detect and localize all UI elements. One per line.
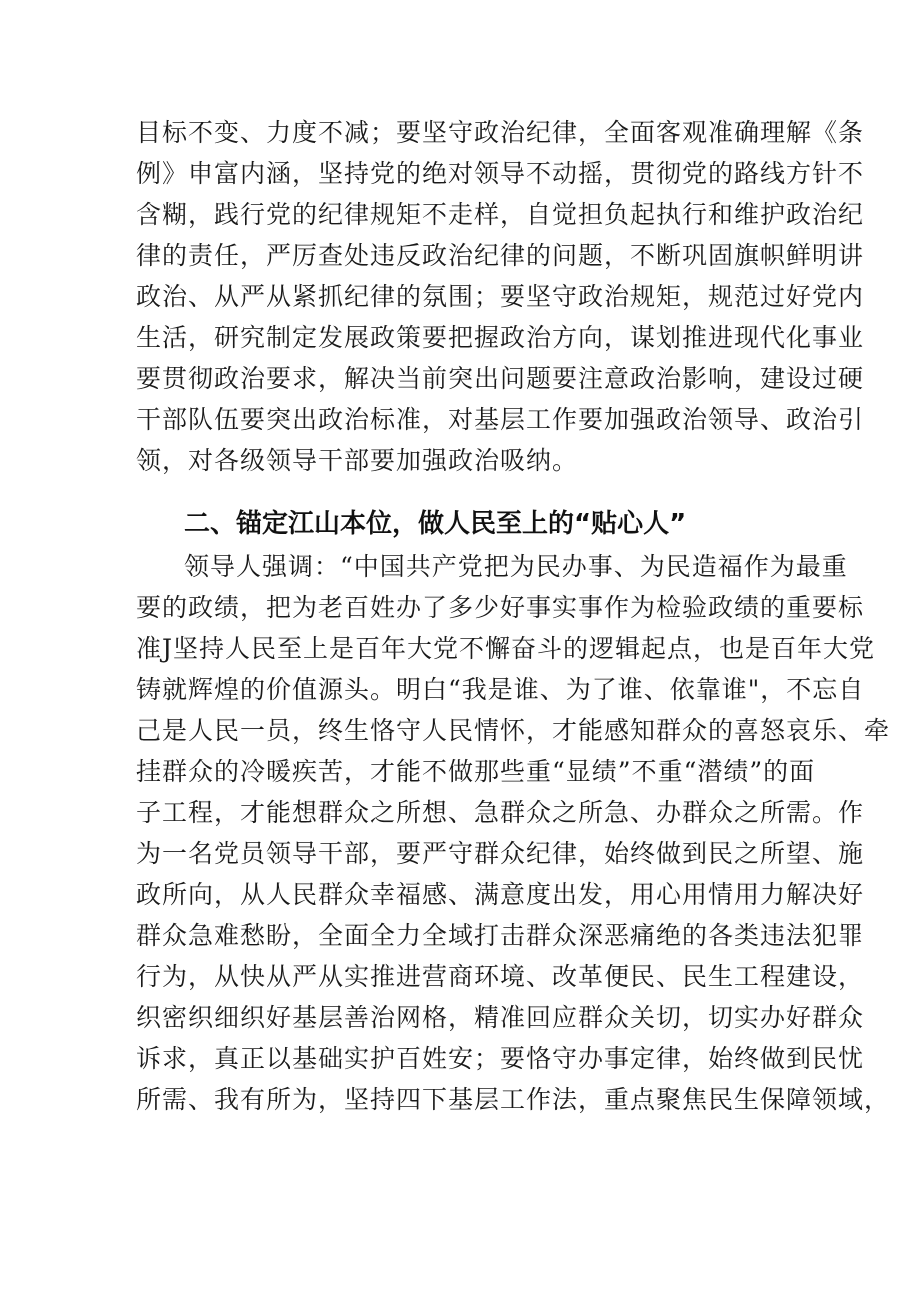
text-line: 干部队伍要突出政治标准，对基层工作要加强政治领导、政治引 — [136, 405, 865, 434]
text-line: 群众急难愁盼，全面全力全域打击群众深恶痛绝的各类违法犯罪 — [136, 921, 865, 950]
text-line: 政所向，从人民群众幸福感、满意度出发，用心用情用力解决好 — [136, 880, 865, 909]
section-heading: 二、锚定江山本位，做人民至上的“贴心人” — [184, 509, 687, 539]
text-line: 含糊，践行党的纪律规矩不走样，自觉担负起执行和维护政治纪 — [136, 200, 865, 229]
text-line: 要的政绩，把为老百姓办了多少好事实事作为检验政绩的重要标 — [136, 593, 865, 622]
text-line: 所需、我有所为，坚持四下基层工作法，重点聚焦民生保障领域， — [136, 1085, 891, 1114]
text-line: 诉求，真正以基础实护百姓安；要恪守办事定律，始终做到民忧 — [136, 1044, 865, 1073]
text-line: 律的责任，严厉查处违反政治纪律的问题，不断巩固旗帜鲜明讲 — [136, 241, 865, 270]
text-line: 生活，研究制定发展政策要把握政治方向，谋划推进现代化事业 — [136, 323, 865, 352]
text-line: 政治、从严从紧抓纪律的氛围；要坚守政治规矩，规范过好党内 — [136, 282, 865, 311]
text-line: 为一名党员领导干部，要严守群众纪律，始终做到民之所望、施 — [136, 839, 865, 868]
text-line: 挂群众的冷暖疾苦，才能不做那些重“显绩”不重“潜绩”的面 — [136, 757, 816, 786]
text-line: 领，对各级领导干部要加强政治吸纳。 — [136, 446, 579, 475]
text-line: 准J坚持人民至上是百年大党不懈奋斗的逻辑起点，也是百年大党 — [136, 634, 876, 663]
text-line: 目标不变、力度不减；要坚守政治纪律，全面客观准确理解《条 — [136, 118, 865, 147]
text-line: 例》申富内涵，坚持党的绝对领导不动摇，贯彻党的路线方针不 — [136, 159, 865, 188]
text-line: 要贯彻政治要求，解决当前突出问题要注意政治影响，建设过硬 — [136, 364, 865, 393]
text-line: 子工程，才能想群众之所想、急群众之所急、办群众之所需。作 — [136, 798, 865, 827]
text-line: 铸就辉煌的价值源头。明白“我是谁、为了谁、依靠谁"，不忘自 — [136, 675, 865, 704]
text-line: 行为，从快从严从实推进营商环境、改革便民、民生工程建设， — [136, 962, 865, 991]
text-line: 己是人民一员，终生恪守人民情怀，才能感知群众的喜怒哀乐、牵 — [136, 716, 891, 745]
text-line: 织密织细织好基层善治网格，精准回应群众关切，切实办好群众 — [136, 1003, 865, 1032]
text-line: 领导人强调：“中国共产党把为民办事、为民造福作为最重 — [184, 552, 848, 581]
